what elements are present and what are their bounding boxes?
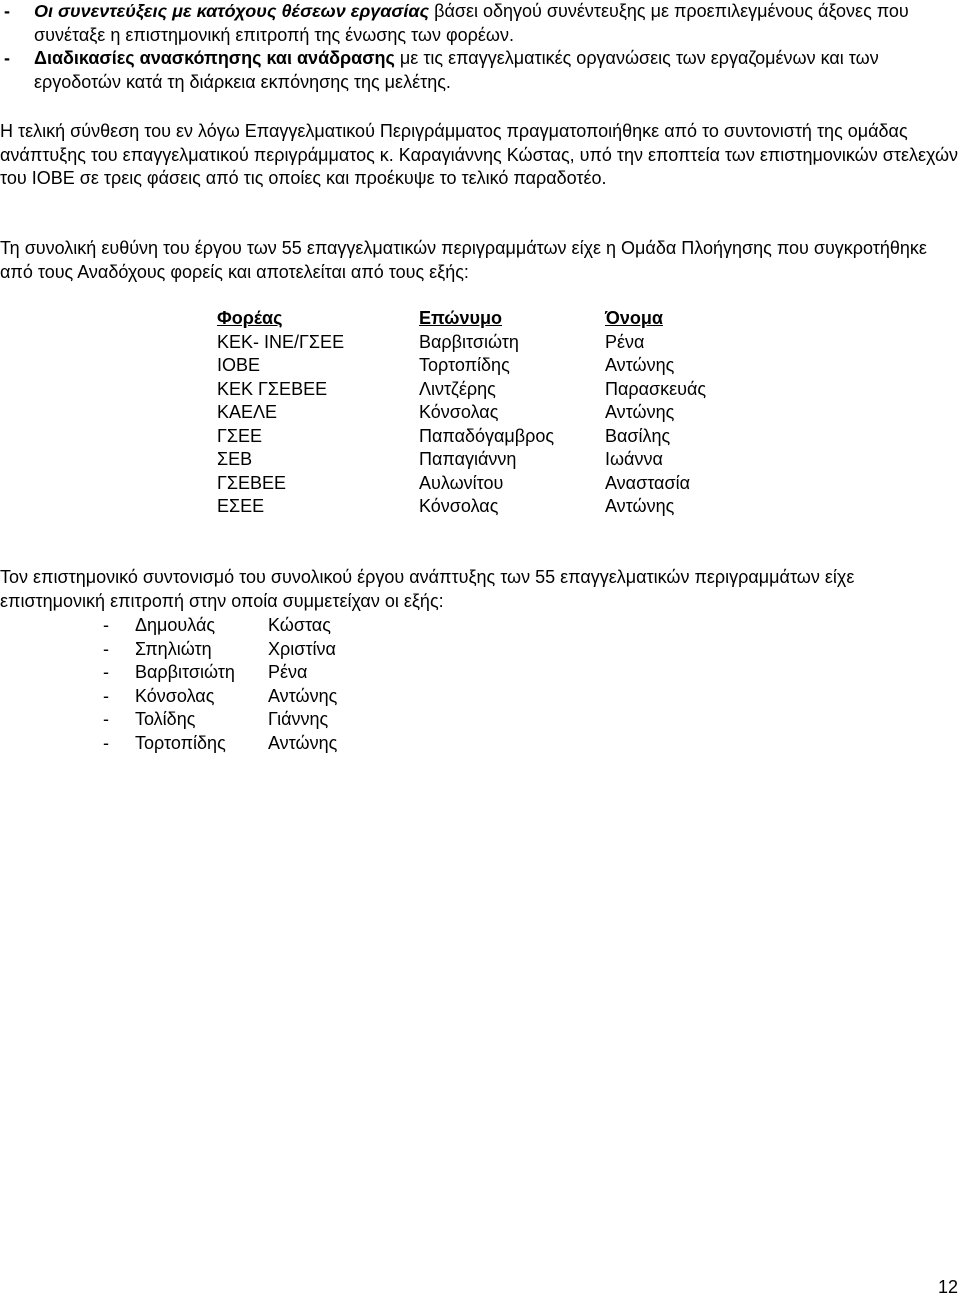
paragraph-responsibility: Τη συνολική ευθύνη του έργου των 55 επαγγελματικών περιγραμμάτων είχε η Ομάδα Πλοήγησης που συγκροτήθηκε από τους Αναδόχους φορείς και αποτελείται από τους εξής:: [0, 238, 927, 282]
list-dash: -: [103, 615, 109, 635]
cell-surname: Κόνσολας: [419, 496, 499, 516]
paragraph-synthesis: Η τελική σύνθεση του εν λόγω Επαγγελματικού Περιγράμματος πραγματοποιήθηκε από το συντονιστή της ομάδας ανάπτυξης του επαγγελματικού περιγράμματος κ. Καραγιάννης Κώστας, υπό την εποπτεία των επιστημονικών στελεχών του ΙΟΒΕ σε τρεις φάσεις από τις οποίες και προέκυψε το τελικό παραδοτέο.: [0, 121, 959, 188]
bullet-lead: Διαδικασίες ανασκόπησης και ανάδρασης: [34, 48, 395, 68]
bullet-rest: βάσει οδηγού συνέντευξης με προεπιλεγμένους άξονες που συνέταξε η επιστημονική επιτροπή της ένωσης των φορέων.: [34, 1, 909, 45]
cell-name: Ρένα: [605, 331, 645, 352]
header-surname: Επώνυμο: [419, 308, 502, 328]
list-dash: -: [103, 685, 109, 706]
cell-name: Παρασκευάς: [605, 378, 707, 399]
cell-organization: ΣΕΒ: [217, 449, 253, 469]
member-name: Χριστίνα: [268, 638, 336, 659]
member-surname: Βαρβιτσιώτη: [135, 662, 235, 682]
member-name: Γιάννης: [268, 709, 329, 729]
header-organization: Φορέας: [217, 308, 283, 328]
member-name: Αντώνης: [268, 685, 338, 706]
cell-name: Βασίλης: [605, 425, 671, 446]
paragraph-coordination: Τον επιστημονικό συντονισμό του συνολικού έργου ανάπτυξης των 55 επαγγελματικών περιγραμμάτων είχε επιστημονική επιτροπή στην οποία συμμετείχαν οι εξής:: [0, 567, 855, 611]
list-dash: -: [103, 709, 109, 729]
bullet-dash: -: [4, 48, 10, 68]
cell-surname: Παπαδόγαμβρος: [419, 425, 555, 446]
page-number: 12: [937, 1277, 958, 1297]
cell-organization: ΚΕΚ ΓΣΕΒΕΕ: [217, 378, 328, 399]
cell-name: Αναστασία: [605, 472, 690, 493]
cell-organization: ΕΣΕΕ: [217, 496, 265, 516]
cell-name: Αντώνης: [605, 355, 675, 375]
member-surname: Τολίδης: [135, 709, 196, 729]
member-surname: Σπηλιώτη: [135, 638, 212, 659]
cell-surname: Παπαγιάννη: [419, 449, 517, 469]
bullet-dash: -: [4, 1, 10, 21]
cell-surname: Βαρβιτσιώτη: [419, 331, 519, 352]
list-dash: -: [103, 662, 109, 682]
list-dash: -: [103, 638, 109, 659]
member-surname: Κόνσολας: [135, 685, 215, 706]
cell-name: Αντώνης: [605, 402, 675, 422]
member-name: Κώστας: [268, 615, 331, 635]
cell-organization: ΙΟΒΕ: [217, 355, 261, 375]
cell-organization: ΚΕΚ- ΙΝΕ/ΓΣΕΕ: [217, 331, 345, 352]
cell-name: Ιωάννα: [605, 449, 663, 469]
member-surname: Δημουλάς: [135, 615, 216, 635]
cell-surname: Τορτοπίδης: [419, 355, 510, 375]
cell-name: Αντώνης: [605, 496, 675, 516]
bullet-rest: με τις επαγγελματικές οργανώσεις των εργαζομένων και των εργοδοτών κατά τη διάρκεια εκπόνησης της μελέτης.: [34, 48, 879, 92]
cell-organization: ΚΑΕΛΕ: [217, 402, 278, 422]
cell-surname: Κόνσολας: [419, 402, 499, 422]
bullet-review: [0, 47, 958, 94]
member-name: Αντώνης: [268, 732, 338, 753]
bullet-lead: Οι συνεντεύξεις με κατόχους θέσεων εργασίας: [34, 1, 430, 21]
cell-organization: ΓΣΕΒΕΕ: [217, 472, 287, 493]
member-name: Ρένα: [268, 662, 308, 682]
list-dash: -: [103, 732, 109, 753]
header-name: Όνομα: [605, 308, 663, 328]
member-surname: Τορτοπίδης: [135, 732, 226, 753]
cell-organization: ΓΣΕΕ: [217, 425, 263, 446]
bullet-interviews: [0, 0, 958, 47]
cell-surname: Αυλωνίτου: [419, 472, 504, 493]
cell-surname: Λιντζέρης: [419, 378, 496, 399]
